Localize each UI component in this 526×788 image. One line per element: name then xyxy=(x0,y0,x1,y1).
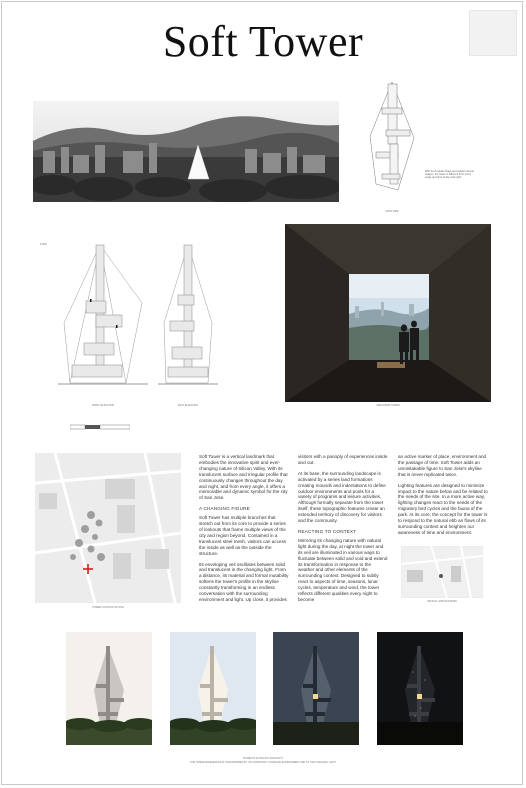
paragraph: Mirroring its changing nature with natural light during the day, at night the tower and its veil are illuminated in various ways to fluctuate between solid and void and extend its transformation in response to the weather and other elements of the surrounding context. Designed to subtly react to aspects of time, seasons, lunar cycles, temperature and wind, the tower reflects different qualities every night to become xyxy=(298,537,388,602)
tower-render-dusk xyxy=(273,632,359,745)
axo-caption: AXON VIEW xyxy=(385,210,399,213)
bottom-caption-subtitle: THE TOWER APPEARANCE IS TRANSFORMED BY ITS CONSTANTLY CHANGING ENVIRONMENT AND TO THE CHANGING LIGHT xyxy=(190,761,336,764)
bottom-caption-title: MOMENTS IN THE DAY AND NIGHT xyxy=(243,757,283,760)
text-column-2 xyxy=(298,454,388,608)
north-elevation-drawing xyxy=(58,243,148,391)
axonometric-drawing xyxy=(362,78,422,200)
scale-bar xyxy=(70,424,130,430)
text-column-3 xyxy=(398,454,488,541)
section-heading-reacting: REACTING TO CONTEXT xyxy=(298,528,357,534)
location-caption: TOWER LOCATION ON SITE xyxy=(92,606,124,609)
east-elevation-caption: EAST ELEVATION xyxy=(178,404,198,407)
tower-render-morning xyxy=(66,632,152,745)
tower-render-night xyxy=(377,632,463,745)
paragraph: an active marker of place, environment and the passage of time. Soft Tower adds an unmistakable figure to San Jose's skyline that is never replicated twice. xyxy=(398,454,487,477)
site-map-caption: OFFICIAL SITE MAP MARK xyxy=(426,600,458,603)
east-elevation-drawing xyxy=(158,243,218,391)
paragraph: At its base, the surrounding landscape is activated by a series land formations creating mounds and indentations to define outdoor environments and pools for a variety of programs and leisure activities. Although formally separate from the tower itself, these topographic features create an extended territory of discovery for visitors and the community. xyxy=(298,470,386,524)
tower-location-map xyxy=(35,453,181,603)
tower-render-day xyxy=(170,632,256,745)
page-title: Soft Tower xyxy=(162,17,364,66)
north-elevation-caption: NORTH ELEVATION xyxy=(91,404,115,407)
paragraph: Its enveloping veil oscillates between solid and translucent in the changing light. From a distance, its material and formal mutability softens the tower's profile in the skyline constantly transforming in an endless conversation with the surrounding environment and light. Up close, it provides xyxy=(199,561,289,602)
axo-note: With its irregular shape and playful volume shapes, the tower is different from every angle and time of day and night. xyxy=(425,170,474,180)
view-caption: VIEW FROM TOWER xyxy=(376,404,400,407)
section-heading-changing-figure: A CHANGING FIGURE xyxy=(199,506,250,512)
paragraph: Soft Tower has multiple branches that stretch out from its core to provide a series of lookouts that frame multiple views of the city and region beyond. Contained in a translucent steel mesh, visitors can access the inside as well as the outside the structure. xyxy=(199,515,287,556)
view-from-tower-photo xyxy=(285,224,491,402)
text-column-1 xyxy=(199,454,289,608)
official-site-map xyxy=(401,546,483,598)
paragraph: visitors with a panoply of experiences inside and out. xyxy=(298,454,388,465)
scale-label: 1:500 xyxy=(40,243,47,246)
paragraph: Lighting features are designed to minimize impact to the nature below and be related to the needs of the site. In a more active way, lighting changes react to the needs of the migratory bird cycles and the fauna of the park. At its core, the concept for the tower is to respond to the natural ebb an flows of its surrounding context and heighten our awareness of time and environment. xyxy=(398,482,488,535)
skyline-photo xyxy=(33,101,339,202)
intro-paragraph: Soft Tower is a vertical landmark that embodies the innovative spirit and ever-changing nature of Silicon Valley. With its translucent surface and irregular profile that continuously changes throughout the day and night, and from every angle, it offers a memorable and dynamic symbol for the city of San Jose. xyxy=(199,454,288,501)
